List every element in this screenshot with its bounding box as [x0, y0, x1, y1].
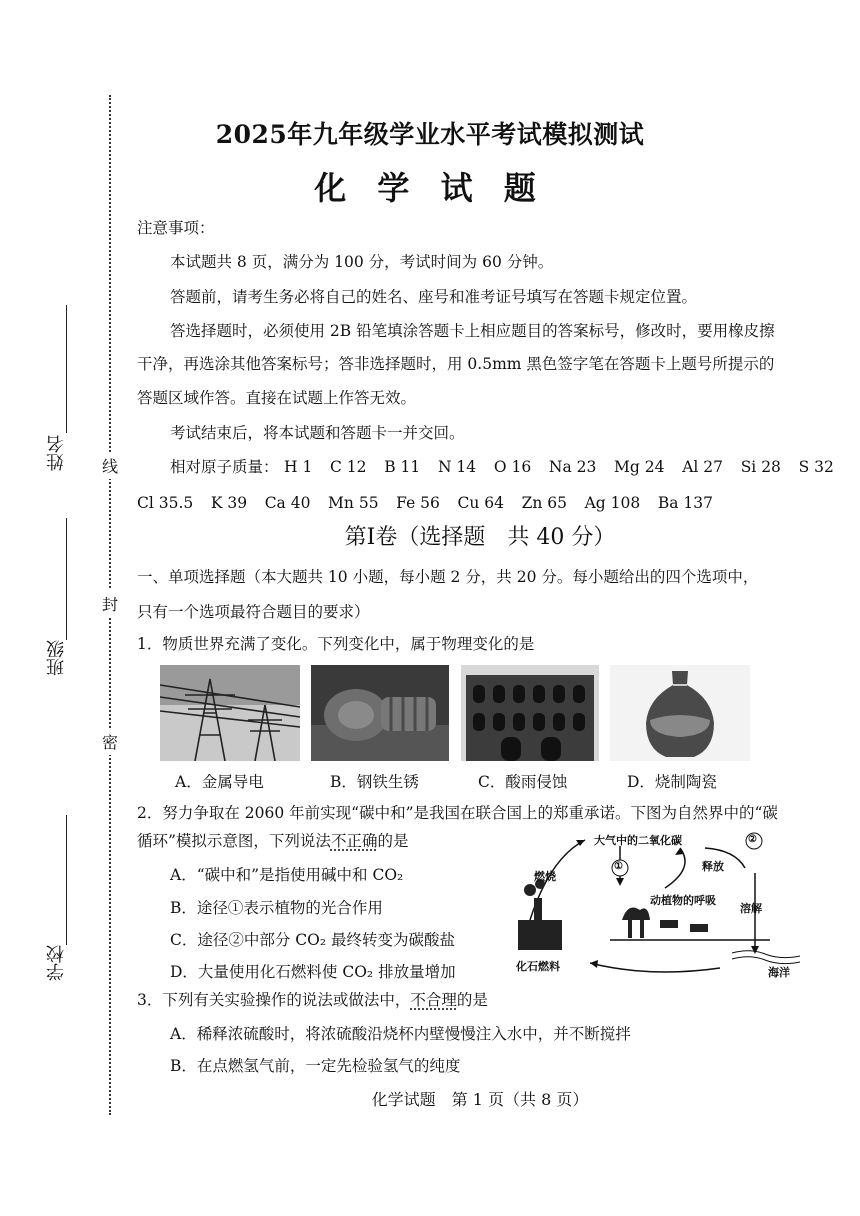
diagram-release: 释放 [702, 860, 724, 873]
q2-stem-1: 2．努力争取在 2060 年前实现“碳中和”是我国在联合国上的郑重承诺。下图为自然界中的“碳 [137, 804, 778, 822]
atomic-mass: Mn 55 [328, 494, 379, 512]
q3-stem: 3．下列有关实验操作的说法或做法中，不合理的是 [137, 991, 488, 1009]
power-tower-photo [160, 665, 300, 761]
diagram-path-2: ② [748, 834, 757, 845]
atomic-mass: Zn 65 [521, 494, 567, 512]
name-label: 姓名 [46, 435, 67, 471]
section-instructions-2: 只有一个选项最符合题目的要求） [137, 603, 370, 621]
school-field[interactable] [66, 815, 67, 945]
q3-option-a[interactable]: A．稀释浓硫酸时，将浓硫酸沿烧杯内壁慢慢注入水中，并不断搅拌 [170, 1025, 631, 1043]
atomic-mass: O 16 [493, 458, 532, 476]
q1-option-b[interactable]: B．钢铁生锈 [330, 773, 419, 791]
diagram-path-1: ① [614, 861, 623, 872]
name-field[interactable] [66, 305, 67, 433]
subject-title: 化 学 试 题 [314, 169, 546, 207]
note-answer-method-2: 干净，再选涂其他答案标号；答非选择题时，用 0.5mm 黑色签字笔在答题卡上题号所提示的 [137, 355, 775, 373]
notes-heading: 注意事项： [137, 219, 215, 237]
atomic-mass: S 32 [798, 458, 834, 476]
atomic-mass-row-2 [137, 493, 713, 513]
atomic-mass: C 12 [330, 458, 367, 476]
q2-option-d[interactable]: D．大量使用化石燃料使 CO₂ 排放量增加 [170, 963, 456, 981]
note-answer-method-1: 答选择题时，必须使用 2B 铅笔填涂答题卡上相应题目的答案标号，修改时，要用橡皮擦 [170, 322, 775, 340]
atomic-mass: Cl 35.5 [137, 494, 194, 512]
q3-emphasis: 不合理 [410, 991, 457, 1009]
note-before-answer: 答题前，请考生务必将自己的姓名、座号和准考证号填写在答题卡规定位置。 [170, 288, 698, 306]
school-label: 学校 [46, 945, 67, 981]
atomic-mass: Ag 108 [584, 494, 641, 512]
atomic-mass: Ba 137 [657, 494, 713, 512]
diagram-atmosphere-co2: 大气中的二氧化碳 [594, 834, 682, 847]
section-instructions-1: 一、单项选择题（本大题共 10 小题，每小题 2 分，共 20 分。每小题给出的四个选项中， [137, 568, 759, 586]
section-title: 第Ⅰ卷（选择题 共 40 分） [344, 525, 616, 550]
q3-option-b[interactable]: B．在点燃氢气前，一定先检验氢气的纯度 [170, 1057, 461, 1075]
q2-stem-2: 循环”模拟示意图，下列说法不正确的是 [137, 832, 409, 850]
atomic-mass: Fe 56 [396, 494, 440, 512]
seal-xian: 线 [102, 452, 118, 479]
atomic-mass: Mg 24 [614, 458, 665, 476]
carbon-cycle-diagram [510, 828, 810, 980]
diagram-fossil-fuel: 化石燃料 [516, 960, 560, 973]
atomic-mass: Al 27 [682, 458, 723, 476]
note-pages: 本试题共 8 页，满分为 100 分，考试时间为 60 分钟。 [170, 253, 554, 271]
atomic-mass: Na 23 [548, 458, 597, 476]
atomic-mass: Cu 64 [457, 494, 504, 512]
class-label: 班级 [46, 640, 67, 676]
q1-option-a[interactable]: A．金属导电 [175, 773, 264, 791]
q2-option-c[interactable]: C．途径②中部分 CO₂ 最终转变为碳酸盐 [170, 931, 455, 949]
rusty-bolt-photo [311, 665, 449, 761]
atomic-mass: H 1 [284, 458, 313, 476]
q2-option-b[interactable]: B．途径①表示植物的光合作用 [170, 899, 383, 917]
exam-title: 2025年九年级学业水平考试模拟测试 [215, 120, 645, 149]
atomic-mass-row-1 [284, 457, 834, 477]
q2-emphasis: 不正确 [330, 832, 378, 850]
atomic-mass: Si 28 [740, 458, 781, 476]
atomic-mass: B 11 [384, 458, 421, 476]
atomic-mass: Ca 40 [264, 494, 311, 512]
acid-rain-building-photo [461, 665, 599, 761]
diagram-respiration: 动植物的呼吸 [650, 894, 716, 907]
diagram-dissolve: 溶解 [740, 902, 762, 915]
seal-feng: 封 [102, 590, 118, 617]
q1-option-d[interactable]: D．烧制陶瓷 [627, 773, 717, 791]
atomic-mass-label: 相对原子质量： [170, 458, 279, 476]
atomic-mass: K 39 [210, 494, 248, 512]
note-end: 考试结束后，将本试题和答题卡一并交回。 [170, 424, 465, 442]
atomic-mass: N 14 [437, 458, 477, 476]
page-footer: 化学试题 第 1 页（共 8 页） [371, 1090, 589, 1109]
diagram-ocean: 海洋 [768, 966, 790, 979]
q1-stem: 1．物质世界充满了变化。下列变化中，属于物理变化的是 [137, 635, 535, 653]
q1-option-c[interactable]: C．酸雨侵蚀 [478, 773, 568, 791]
note-answer-method-3: 答题区域作答。直接在试题上作答无效。 [137, 389, 417, 407]
porcelain-vase-photo [610, 665, 750, 761]
diagram-burning: 燃烧 [534, 870, 556, 883]
q2-option-a[interactable]: A．“碳中和”是指使用碱中和 CO₂ [170, 866, 404, 884]
seal-mi: 密 [102, 728, 118, 755]
